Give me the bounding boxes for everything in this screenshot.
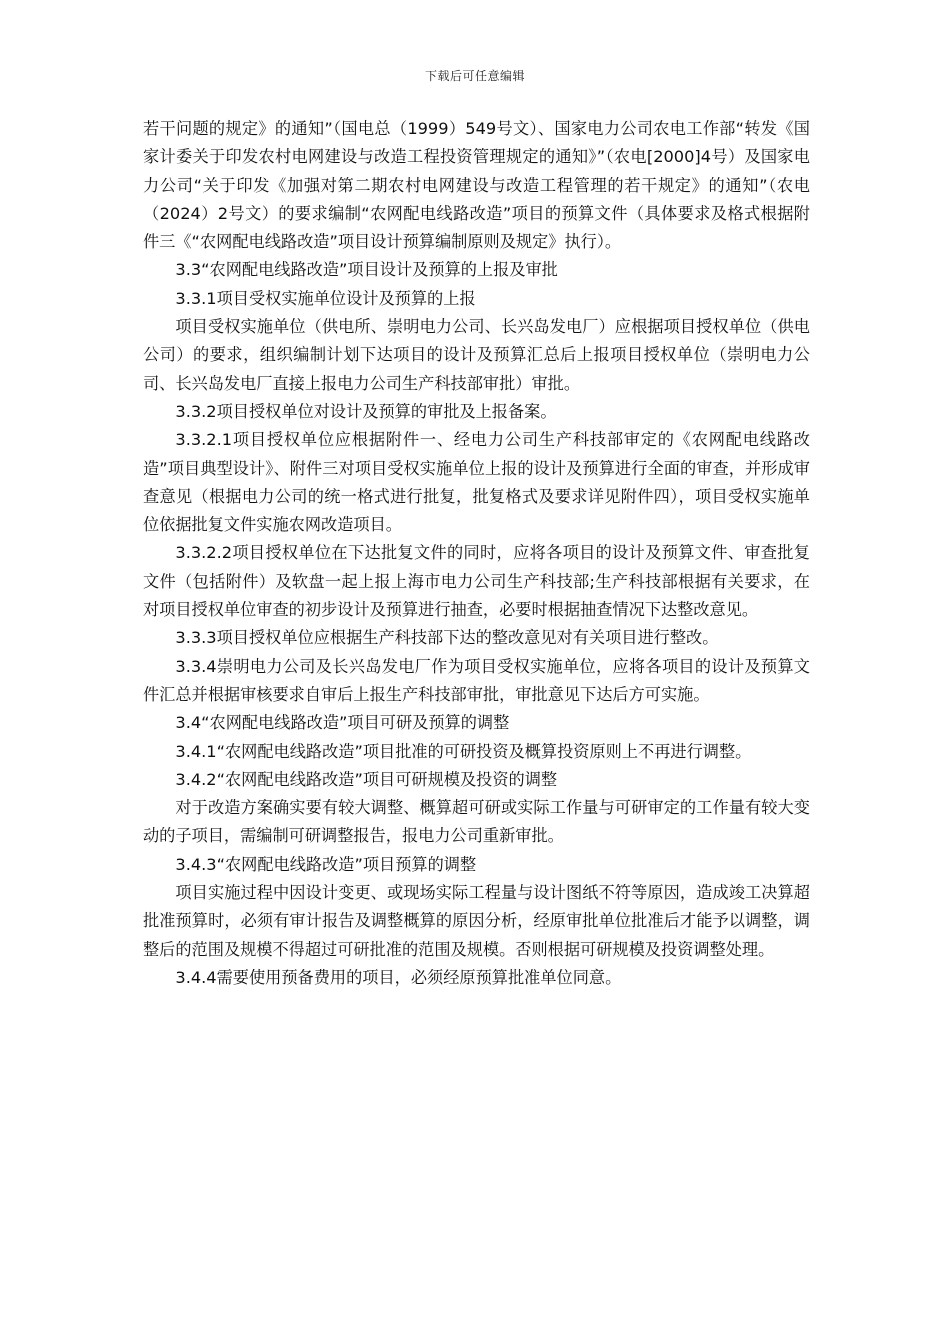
paragraph: 对于改造方案确实要有较大调整、概算超可研或实际工作量与可研审定的工作量有较大变动的子项目，需编制可研调整报告，报电力公司重新审批。 (143, 798, 810, 846)
section-heading-3-3-2: 3.3.2项目授权单位对设计及预算的审批及上报备案。 (175, 401, 557, 421)
section-heading-3-4: 3.4“农网配电线路改造”项目可研及预算的调整 (175, 713, 510, 733)
section-heading-3-4-3: 3.4.3“农网配电线路改造”项目预算的调整 (175, 854, 477, 874)
paragraph-3-4-4: 3.4.4需要使用预备费用的项目，必须经原预算批准单位同意。 (175, 967, 622, 987)
paragraph-3-3-2-1: 3.3.2.1项目授权单位应根据附件一、经电力公司生产科技部审定的《农网配电线路改造”项目典型设计》、附件三对项目受权实施单位上报的设计及预算进行全面的审查，并形成审查意见（根据电力公司的统一格式进行批复，批复格式及要求详见附件四），项目受权实施单位依据批复文件实施农网改造项目。 (143, 430, 810, 535)
paragraph-3-3-3: 3.3.3项目授权单位应根据生产科技部下达的整改意见对有关项目进行整改。 (175, 628, 719, 648)
section-heading-3-3: 3.3“农网配电线路改造”项目设计及预算的上报及审批 (175, 260, 558, 280)
page-header-note: 下载后可任意编辑 (424, 69, 525, 83)
paragraph-continuation: 若干问题的规定》的通知”（国电总（1999）549号文）、国家电力公司农电工作部“转发《国家计委关于印发农村电网建设与改造工程投资管理规定的通知》”（农电[2000]4号）及国家电力公司“关于印发《加强对第二期农村电网建设与改造工程管理的若干规定》的通知”（农电（2024）2号文）的要求编制“农网配电线路改造”项目的预算文件（具体要求及格式根据附件三《“农网配电线路改造”项目设计预算编制原则及规定》执行）。 (143, 119, 810, 252)
document-body (143, 115, 810, 992)
paragraph: 项目受权实施单位（供电所、崇明电力公司、长兴岛发电厂）应根据项目授权单位（供电公司）的要求，组织编制计划下达项目的设计及预算汇总后上报项目授权单位（崇明电力公司、长兴岛发电厂直接上报电力公司生产科技部审批）审批。 (143, 317, 810, 393)
section-heading-3-4-2: 3.4.2“农网配电线路改造”项目可研规模及投资的调整 (175, 769, 558, 789)
section-heading-3-3-1: 3.3.1项目受权实施单位设计及预算的上报 (175, 288, 476, 308)
paragraph-3-4-1: 3.4.1“农网配电线路改造”项目批准的可研投资及概算投资原则上不再进行调整。 (175, 741, 752, 761)
paragraph-3-3-4: 3.3.4崇明电力公司及长兴岛发电厂作为项目受权实施单位，应将各项目的设计及预算文件汇总并根据审核要求自审后上报生产科技部审批，审批意见下达后方可实施。 (143, 656, 810, 704)
paragraph: 项目实施过程中因设计变更、或现场实际工程量与设计图纸不符等原因，造成竣工决算超批准预算时，必须有审计报告及调整概算的原因分析，经原审批单位批准后才能予以调整，调整后的范围及规模不得超过可研批准的范围及规模。否则根据可研规模及投资调整处理。 (143, 883, 810, 959)
paragraph-3-3-2-2: 3.3.2.2项目授权单位在下达批复文件的同时，应将各项目的设计及预算文件、审查批复文件（包括附件）及软盘一起上报上海市电力公司生产科技部;生产科技部根据有关要求，在对项目授权单位审查的初步设计及预算进行抽查，必要时根据抽查情况下达整改意见。 (143, 543, 810, 620)
